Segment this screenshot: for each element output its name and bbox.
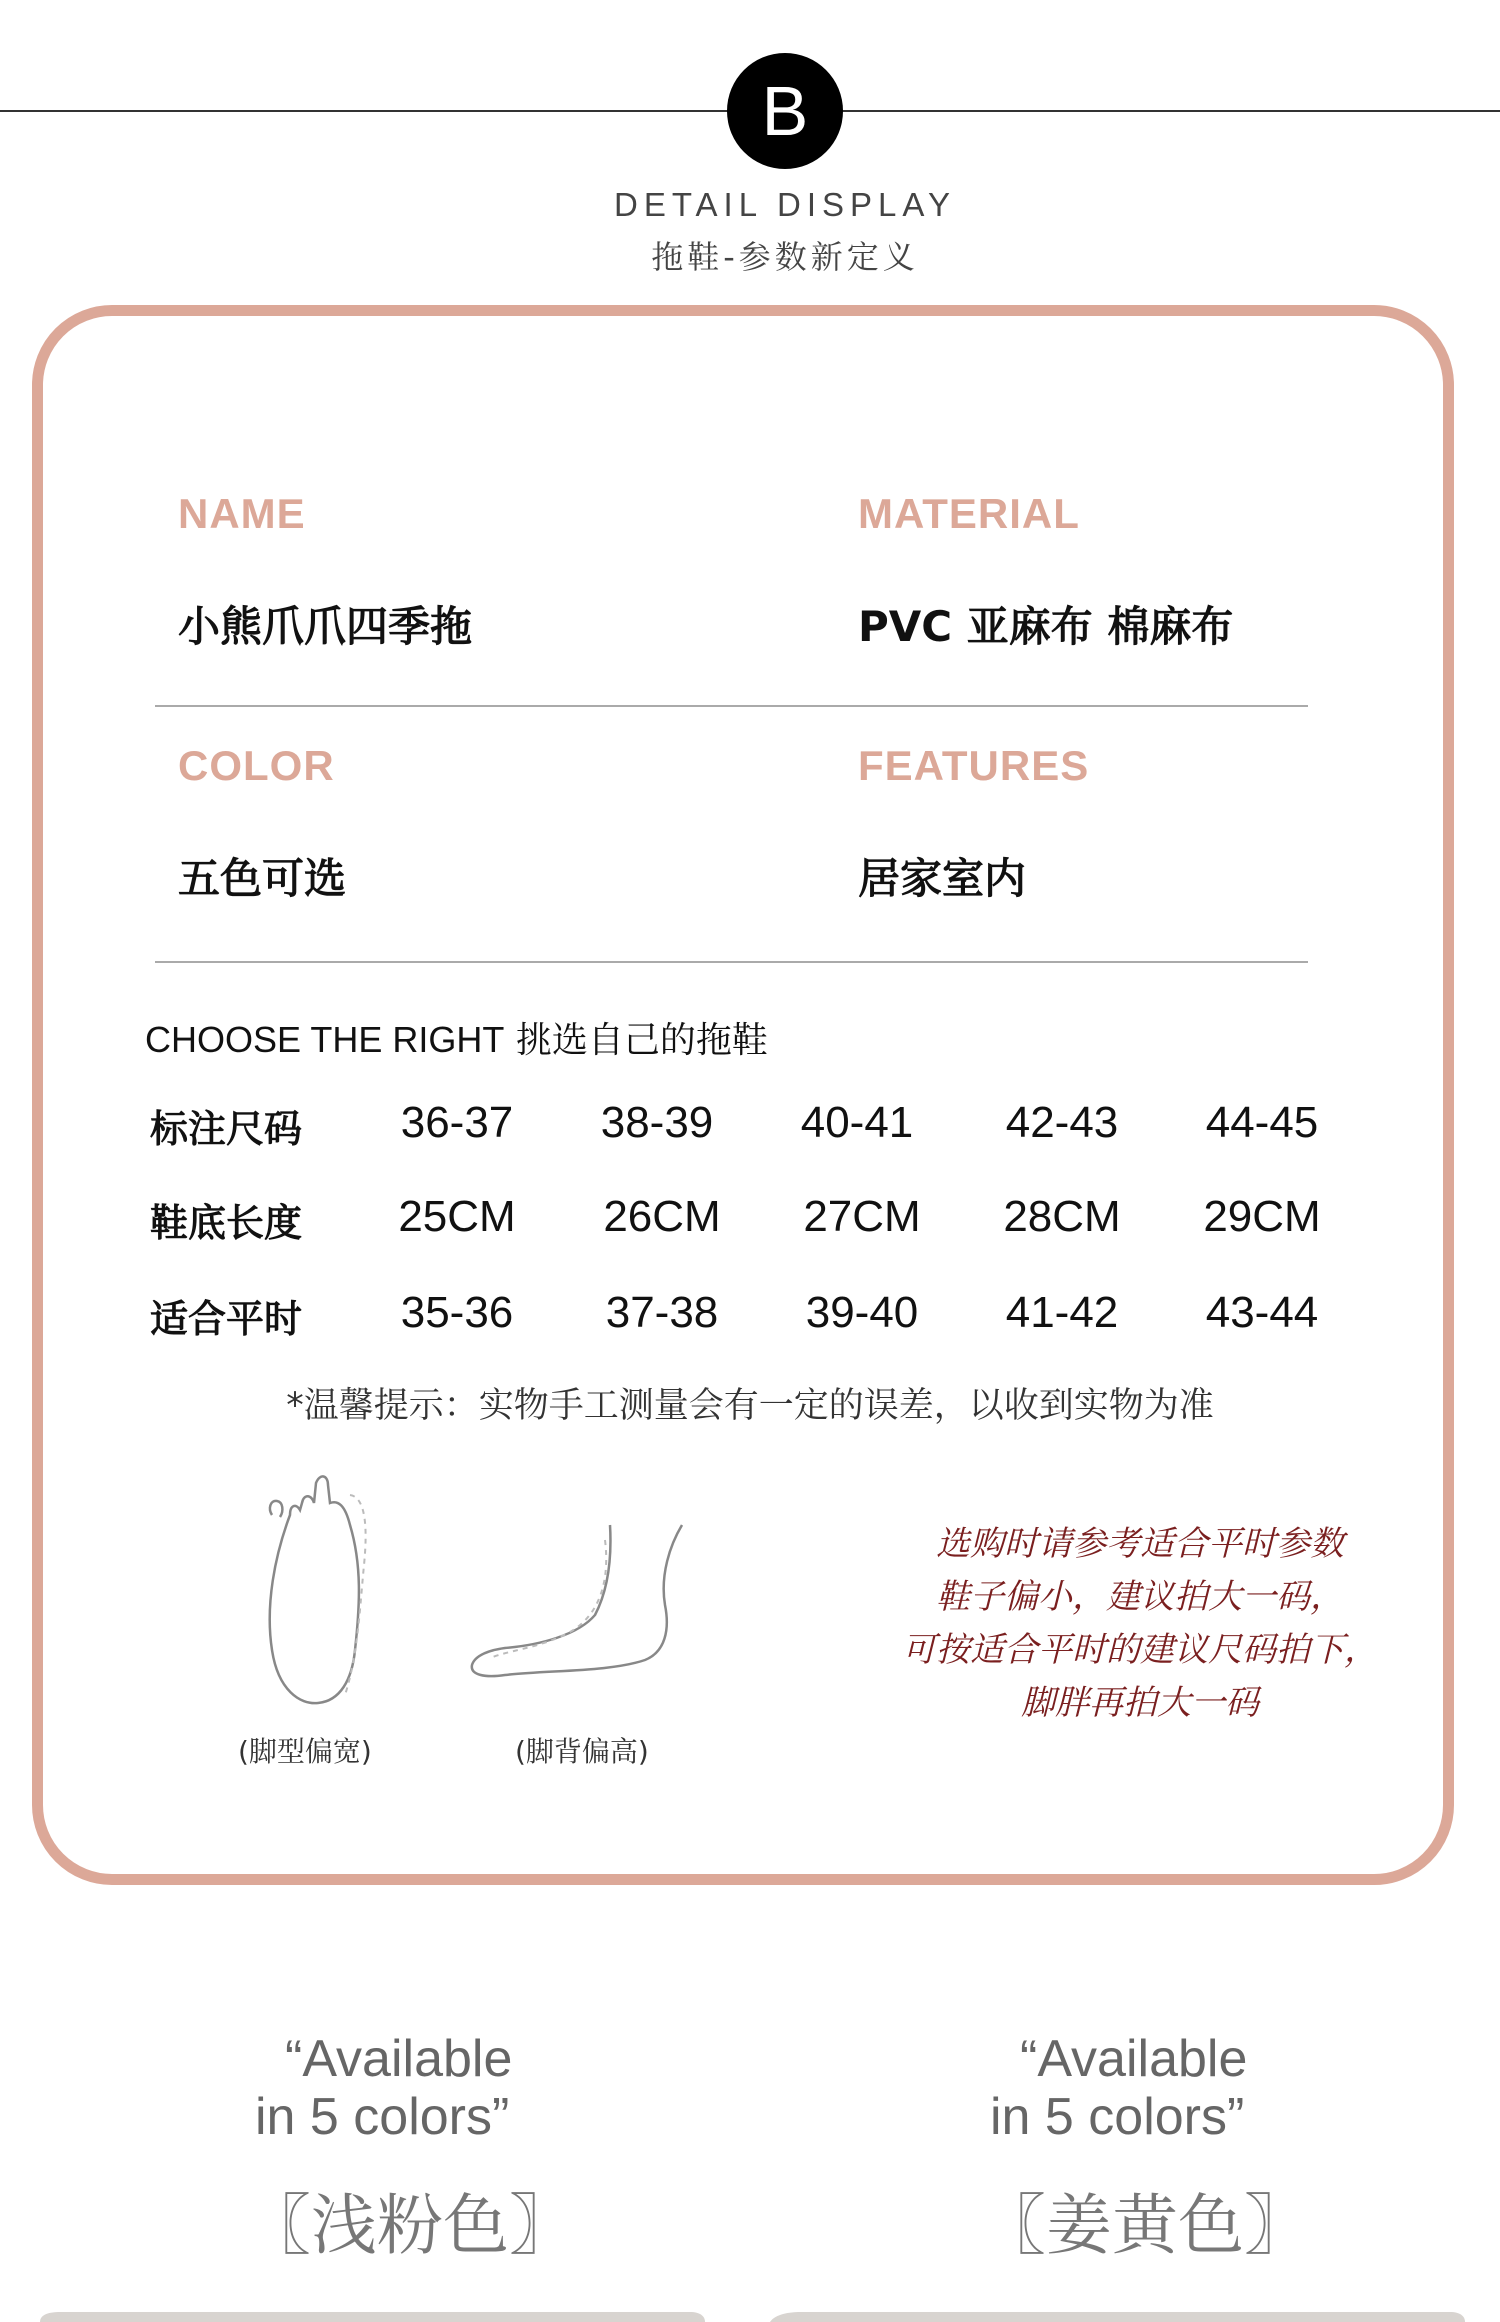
size-cell: 36-37 — [400, 1098, 514, 1147]
wide-foot-icon — [250, 1455, 380, 1715]
size-advice — [830, 1518, 1450, 1730]
size-cell: 44-45 — [1205, 1098, 1319, 1147]
size-advice-line: 可按适合平时的建议尺码拍下， — [902, 1630, 1378, 1670]
size-chart-heading — [145, 1012, 768, 1063]
section-badge: B — [727, 53, 843, 169]
size-cell: 38-39 — [600, 1098, 714, 1147]
wide-foot-caption: (脚型偏宽) — [238, 1735, 372, 1768]
color-name-ginger: 〖姜黄色〗 — [980, 2187, 1310, 2264]
size-cell: 41-42 — [1005, 1288, 1119, 1337]
size-cell: 27CM — [803, 1192, 921, 1241]
availability-tag-line2: in 5 colors” — [255, 2088, 510, 2146]
size-cell: 39-40 — [805, 1288, 919, 1337]
color-value: 五色可选 — [178, 854, 347, 903]
size-cell: 29CM — [1203, 1192, 1321, 1241]
availability-tag-line1: “Available — [285, 2030, 513, 2088]
size-cell: 40-41 — [800, 1098, 914, 1147]
spec-divider — [155, 705, 1308, 707]
material-label: MATERIAL — [858, 490, 1080, 537]
size-row — [0, 1098, 1500, 1158]
high-instep-foot-icon — [460, 1520, 700, 1690]
size-cell: 26CM — [603, 1192, 721, 1241]
header-divider-right — [835, 110, 1500, 112]
size-advice-line: 脚胖再拍大一码 — [1021, 1683, 1259, 1723]
measurement-tip: *温馨提示：实物手工测量会有一定的误差，以收到实物为准 — [286, 1386, 1214, 1426]
name-label: NAME — [178, 490, 306, 537]
size-row-label: 标注尺码 — [150, 1107, 303, 1151]
color-name-pink: 〖浅粉色〗 — [245, 2187, 575, 2264]
size-row — [0, 1288, 1500, 1348]
size-advice-line: 选购时请参考适合平时参数 — [936, 1524, 1344, 1564]
size-advice-line: 鞋子偏小，建议拍大一码， — [936, 1577, 1344, 1617]
features-label: FEATURES — [858, 742, 1090, 789]
section-title-en: DETAIL DISPLAY — [614, 186, 956, 223]
high-instep-caption: (脚背偏高) — [515, 1735, 649, 1768]
header-divider-left — [0, 110, 735, 112]
material-value: PVC 亚麻布 棉麻布 — [858, 602, 1234, 651]
section-title-cn: 拖鞋-参数新定义 — [651, 238, 919, 276]
availability-tag-line1: “Available — [1020, 2030, 1248, 2088]
size-cell: 28CM — [1003, 1192, 1121, 1241]
size-cell: 37-38 — [605, 1288, 719, 1337]
size-row — [0, 1192, 1500, 1252]
spec-divider — [155, 961, 1308, 963]
features-value: 居家室内 — [858, 854, 1027, 903]
size-chart-heading-cn: 挑选自己的拖鞋 — [515, 1020, 768, 1061]
size-cell: 35-36 — [400, 1288, 514, 1337]
name-value: 小熊爪爪四季拖 — [178, 602, 473, 651]
size-cell: 43-44 — [1205, 1288, 1319, 1337]
next-section-edge — [0, 2310, 1500, 2322]
size-chart-heading-en: CHOOSE THE RIGHT — [145, 1019, 505, 1060]
availability-tag-line2: in 5 colors” — [990, 2088, 1245, 2146]
size-cell: 25CM — [398, 1192, 516, 1241]
size-cell: 42-43 — [1005, 1098, 1119, 1147]
size-row-label: 适合平时 — [150, 1297, 303, 1341]
size-row-label: 鞋底长度 — [150, 1201, 303, 1245]
color-label: COLOR — [178, 742, 335, 789]
